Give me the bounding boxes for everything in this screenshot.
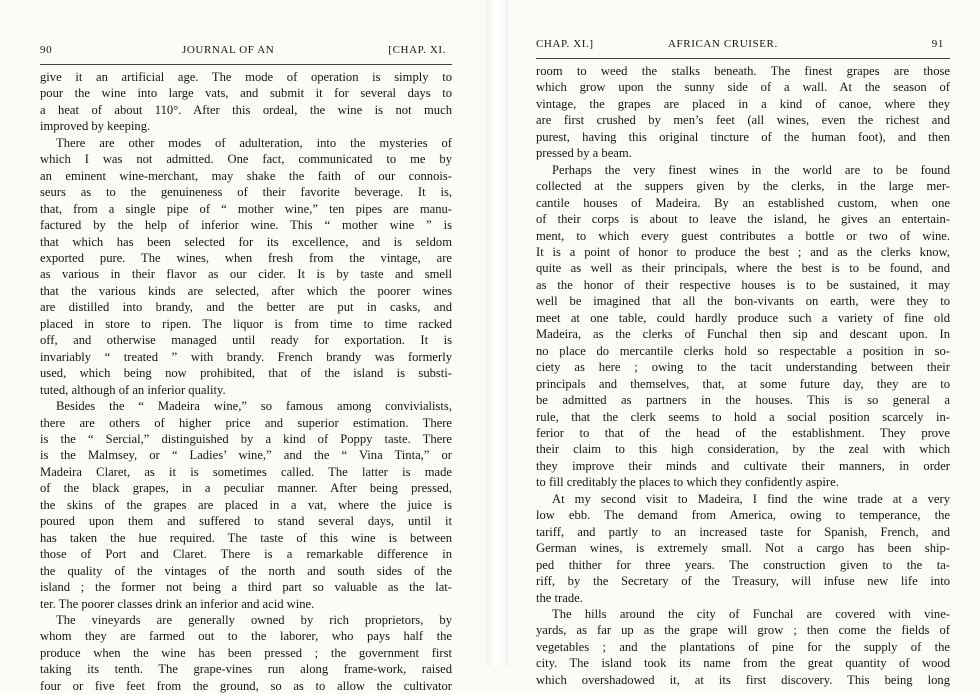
text-line: ferior to that of the head of the establishment. They prove bbox=[536, 425, 950, 440]
text-line: a heat of about 110°. After this ordeal, the wine is not much bbox=[40, 102, 452, 117]
text-line: The vineyards are generally owned by rich proprietors, by bbox=[56, 612, 452, 627]
text-line: rule, that the clerk seems to hold a social position scarcely in- bbox=[536, 409, 950, 424]
book-gutter bbox=[486, 0, 508, 666]
text-line: invariably “ treated ” with brandy. French brandy was formerly bbox=[40, 349, 452, 364]
left-chapter-ref: [CHAP. XI. bbox=[388, 44, 446, 56]
text-line: German wines, is extremely small. Not a cargo has been ship- bbox=[536, 541, 950, 556]
text-line: low ebb. The demand from America, owing to temperance, the bbox=[536, 508, 950, 523]
text-line: There are other modes of adulteration, into the mysteries of bbox=[56, 135, 452, 150]
text-line: pressed by a beam. bbox=[536, 146, 632, 161]
right-running-title: AFRICAN CRUISER. bbox=[668, 38, 778, 50]
text-line: as various in their flavor as our cider. It is by taste and smell bbox=[40, 267, 452, 282]
text-line: to fill creditably the places to which they confidently aspire. bbox=[536, 475, 839, 490]
text-line: that the various kinds are selected, after which the poorer wines bbox=[40, 283, 452, 298]
text-line: ped thither for three years. The construction given to the ta- bbox=[536, 557, 950, 572]
text-line: an eminent wine-merchant, may shake the faith of our connois- bbox=[40, 168, 452, 183]
text-line: used, which being now prohibited, that of the island is substi- bbox=[40, 366, 452, 381]
text-line: as the honor of their respective houses is to be sustained, it may bbox=[536, 277, 950, 292]
text-line: quite as well as their principals, where the best is to be found, and bbox=[536, 261, 950, 276]
left-running-title: JOURNAL OF AN bbox=[182, 44, 275, 56]
right-chapter-ref: CHAP. XI.] bbox=[536, 38, 594, 50]
text-line: no place do mercantile clerks hold so respectable a position in so- bbox=[536, 343, 950, 358]
left-page-text bbox=[40, 69, 452, 694]
text-line: poured upon them and suffered to stand several days, until it bbox=[40, 514, 452, 529]
text-line: Madeira Claret, as it is sometimes called. The latter is made bbox=[40, 464, 452, 479]
text-line: those of Port and Claret. There is a remarkable difference in bbox=[40, 547, 452, 562]
text-line: taking its tenth. The grape-vines run along frame-work, raised bbox=[40, 662, 452, 677]
text-line: produce when the wine has been pressed ; the government first bbox=[40, 645, 452, 660]
text-line: The hills around the city of Funchal are covered with vine- bbox=[552, 606, 950, 621]
text-line: that, from a single pipe of “ mother wine,” ten pipes are manu- bbox=[40, 201, 452, 216]
right-page bbox=[508, 0, 980, 687]
text-line: seurs as to the genuineness of their favorite beverage. It is, bbox=[40, 185, 452, 200]
text-line: Madeira, as the clerks of Funchal then sip and descant upon. In bbox=[536, 327, 950, 342]
text-line: yards, as far up as the grape will grow ; then come the fields of bbox=[536, 623, 950, 638]
text-line: is the Malmsey, or “ Ladies’ wine,” and the “ Vina Tinta,” or bbox=[40, 448, 452, 463]
text-line: ter. The poorer classes drink an inferior and acid wine. bbox=[40, 596, 315, 611]
text-line: ment, to which every guest contributes a bottle or two of wine. bbox=[536, 228, 950, 243]
left-running-head bbox=[40, 40, 452, 65]
text-line: off, and otherwise managed until ready for exportation. It is bbox=[40, 333, 452, 348]
text-line: they improve their minds and cultivate their manners, in order bbox=[536, 458, 950, 473]
text-line: city. The island took its name from the great quantity of wood bbox=[536, 656, 950, 671]
text-line: tariff, and partly to an increased taste for Spanish, French, and bbox=[536, 524, 950, 539]
text-line: meet at one table, could hardly produce such a variety of fine old bbox=[536, 310, 950, 325]
text-line: At my second visit to Madeira, I find the wine trade at a very bbox=[552, 491, 950, 506]
text-line: well be imagined that all the bon-vivants on earth, were they to bbox=[536, 294, 950, 309]
text-line: are first crushed by men’s feet (all wines, even the richest and bbox=[536, 113, 950, 128]
text-line: pour the wine into large vats, and submit it for several days to bbox=[40, 86, 452, 101]
text-line: island ; the former not being a third part so valuable as the lat- bbox=[40, 580, 452, 595]
text-line: be admitted as partners in the houses. This is so general a bbox=[536, 393, 950, 408]
left-page-number: 90 bbox=[40, 44, 53, 56]
text-line: Besides the “ Madeira wine,” so famous among convivialists, bbox=[56, 399, 452, 414]
text-line: It is a point of honor to produce the best ; and as the clerks know, bbox=[536, 244, 950, 259]
text-line: their claim to this high consideration, by the zeal with which bbox=[536, 442, 950, 457]
right-page-number: 91 bbox=[931, 38, 944, 50]
text-line: has taken the hue required. The taste of this wine is between bbox=[40, 530, 452, 545]
text-line: ciety as here ; owing to the tacit understanding between their bbox=[536, 360, 950, 375]
text-line: the quality of the vintages of the north and south sides of the bbox=[40, 563, 452, 578]
text-line: tuted, although of an inferior quality. bbox=[40, 382, 226, 397]
text-line: collected at the suppers given by the clerks, in the large mer- bbox=[536, 179, 950, 194]
text-line: four or five feet from the ground, so as to allow the cultivator bbox=[40, 678, 452, 693]
text-line: purest, having this original tincture of the human foot), and then bbox=[536, 129, 950, 144]
text-line: give it an artificial age. The mode of operation is simply to bbox=[40, 70, 452, 84]
text-line: the trade. bbox=[536, 590, 583, 605]
text-line: cantile houses of Madeira. By an established custom, when one bbox=[536, 195, 950, 210]
text-line: of the black grapes, in a peculiar manner. After being pressed, bbox=[40, 481, 452, 496]
text-line: room to weed the stalks beneath. The finest grapes are those bbox=[536, 64, 950, 78]
text-line: vintage, the grapes are placed in a kind of canoe, where they bbox=[536, 96, 950, 111]
text-line: which grow upon the sunny side of a wall. At the season of bbox=[536, 80, 950, 95]
text-line: principals and themselves, that, at some future day, they are to bbox=[536, 376, 950, 391]
text-line: is the “ Sercial,” distinguished by a kind of Poppy taste. There bbox=[40, 431, 452, 446]
text-line: vegetables ; and the plantations of pine for the supply of the bbox=[536, 639, 950, 654]
text-line: placed in store to ripen. The liquor is from time to time racked bbox=[40, 316, 452, 331]
right-running-head bbox=[536, 34, 950, 59]
text-line: whom they are farmed out to the laborer, who pays half the bbox=[40, 629, 452, 644]
text-line: exported pure. The wines, when fresh from the vintage, are bbox=[40, 250, 452, 265]
text-line: the skins of the grapes are placed in a vat, where the juice is bbox=[40, 497, 452, 512]
text-line: factured by the help of inferior wine. This “ mother wine ” is bbox=[40, 218, 452, 233]
text-line: are distilled into brandy, and the better are put in casks, and bbox=[40, 300, 452, 315]
text-line: improved by keeping. bbox=[40, 119, 151, 134]
text-line: which overshadowed it, at its first discovery. This being long bbox=[536, 672, 950, 687]
text-line: Perhaps the very finest wines in the world are to be found bbox=[552, 162, 950, 177]
text-line: of their corps is about to leave the island, he gives an entertain- bbox=[536, 212, 950, 227]
text-line: that which has been selected for its excellence, and is seldom bbox=[40, 234, 452, 249]
left-page bbox=[0, 0, 486, 693]
text-line: which I was not admitted. One fact, communicated to me by bbox=[40, 152, 452, 167]
right-page-text bbox=[536, 63, 950, 688]
text-line: there are others of higher price and superior estimation. There bbox=[40, 415, 452, 430]
text-line: riff, by the Secretary of the Treasury, will infuse new life into bbox=[536, 574, 950, 589]
